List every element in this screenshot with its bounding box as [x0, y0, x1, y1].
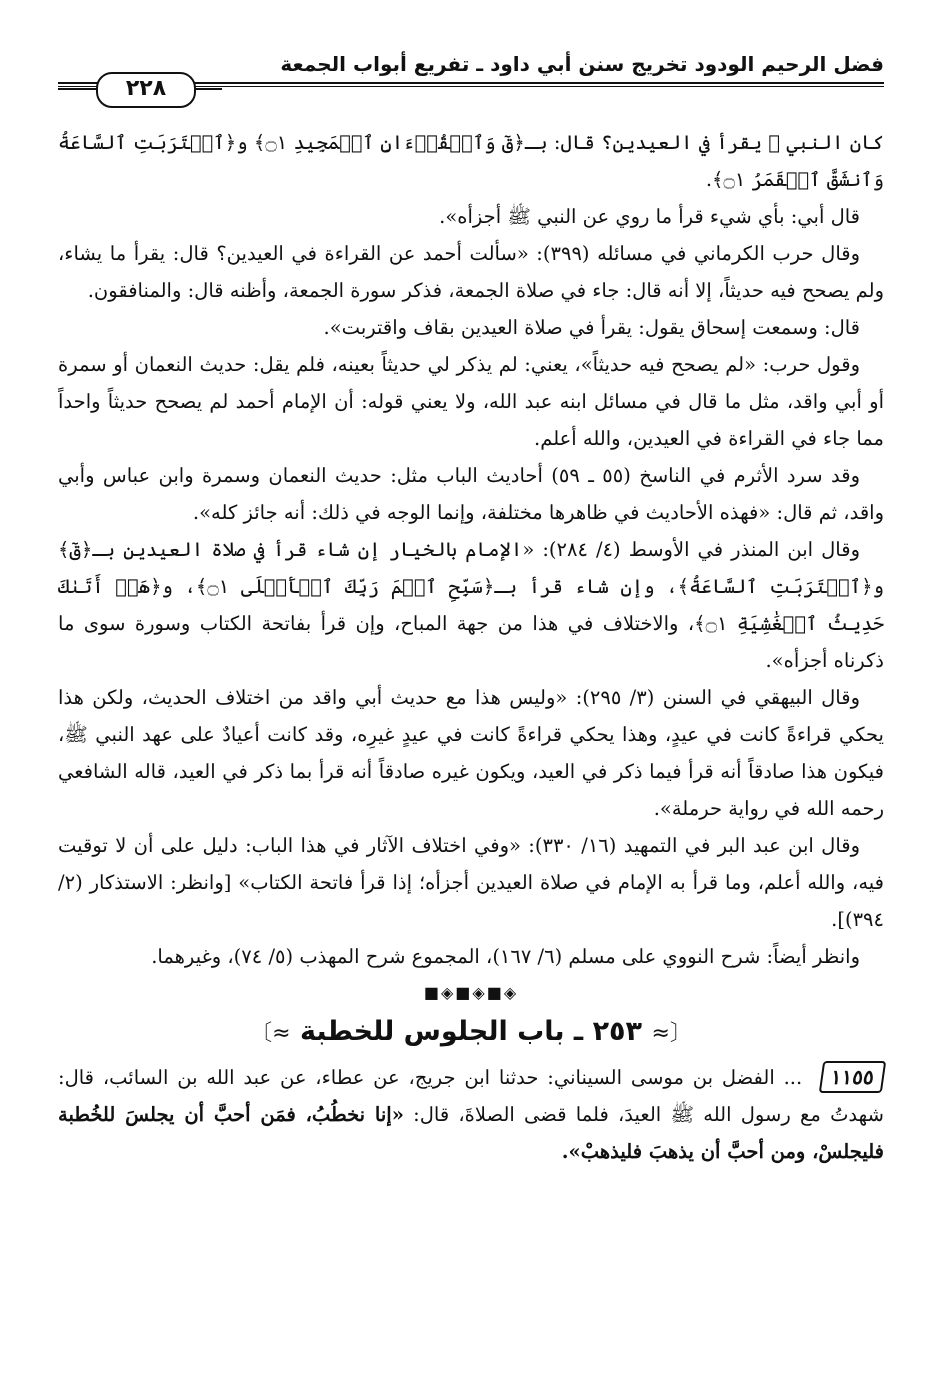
- body-text: [58, 124, 884, 1170]
- paragraph: كان النبي ﷺ يقرأ في العيدين؟ قال: بـ﴿قٓ وَٱلۡقُرۡءَانِ ٱلۡمَجِيدِ ۝١﴾ و﴿ٱقۡتَرَبَتِ ٱلسَّاعَةُ وَٱنشَقَّ ٱلۡقَمَرُ ۝١﴾.: [58, 131, 884, 191]
- paragraph: قال: وسمعت إسحاق يقول: يقرأ في صلاة العيدين بقاف واقتربت».: [323, 316, 860, 339]
- page-number: ٢٢٨: [96, 72, 196, 108]
- chapter-heading: [58, 1016, 884, 1047]
- paragraph: قال أبي: بأي شيء قرأ ما روي عن النبي ﷺ أجزأه».: [439, 205, 860, 228]
- page-number-line-left: [58, 88, 96, 90]
- ornament-right-icon: 〔≈: [651, 1021, 692, 1046]
- book-page: [58, 52, 884, 1372]
- hadith-text: ... الفضل بن موسى السيناني: حدثنا ابن جريج، عن عطاء، عن عبد الله بن السائب، قال: شهدتُ مع رسول الله ﷺ العيدَ، فلما قضى الصلاةَ، قال:: [58, 1066, 884, 1126]
- paragraph: وقول حرب: «لم يصحح فيه حديثاً»، يعني: لم يذكر لي حديثاً بعينه، فلم يقل: حديث النعمان أو سمرة أو أبي واقد، مثل ما قال في مسائل ابنه عبد الله، ولا يعني قوله: أن الإمام أحمد لم يصحح حديثاً واحداً مما جاء في القراءة في العيدين، والله أعلم.: [58, 353, 884, 450]
- hadith-number-badge: ١١٥٥: [819, 1061, 886, 1093]
- ornament-left-icon: ≈〕: [250, 1021, 291, 1046]
- page-number-line-right: [192, 88, 222, 90]
- paragraph: وقال البيهقي في السنن (٣/ ٢٩٥): «وليس هذا مع حديث أبي واقد من اختلاف الحديث، ولكن هذا يحكي قراءةً كانت في عيدٍ، وهذا يحكي قراءةً كانت في عيدٍ غيرِه، وقد كانت أعيادٌ على عهد النبي ﷺ، فيكون هذا صادقاً أنه قرأ فيما ذكر في العيد، ويكون غيره صادقاً أنه قرأ بما ذكر في العيد، قاله الشافعي رحمه الله في رواية حرملة».: [58, 686, 884, 820]
- paragraph: وقال ابن المنذر في الأوسط (٤/ ٢٨٤): «الإمام بالخيار إن شاء قرأ في صلاة العيدين بـ﴿قٓ﴾ و﴿ٱقۡتَرَبَتِ ٱلسَّاعَةُ﴾، وإن شاء قرأ بـ﴿سَبِّحِ ٱسۡمَ رَبِّكَ ٱلۡأَعۡلَى ۝١﴾، و﴿هَلۡ أَتَىٰكَ حَدِيثُ ٱلۡغَٰشِيَةِ ۝١﴾، والاختلاف في هذا من جهة المباح، وإن قرأ بفاتحة الكتاب وسورة سوى ما ذكرناه أجزأه».: [58, 538, 884, 672]
- paragraph: وقال حرب الكرماني في مسائله (٣٩٩): «سألت أحمد عن القراءة في العيدين؟ قال: يقرأ ما يشاء، ولم يصحح فيه حديثاً، إلا أنه قال: جاء في صلاة الجمعة، فذكر سورة الجمعة، وأظنه قال: والمنافقون.: [58, 242, 884, 302]
- running-title: فضل الرحيم الودود تخريج سنن أبي داود ـ تفريع أبواب الجمعة: [280, 52, 884, 76]
- hadith-quote: «إنا نخطُبُ، فمَن أحبَّ أن يجلسَ للخُطبة فليجلسْ، ومن أحبَّ أن يذهبَ فليذهبْ».: [58, 1103, 884, 1163]
- section-divider-ornament: ◈■◈■◈■: [423, 983, 519, 1002]
- chapter-title: ٢٥٣ ـ باب الجلوس للخطبة: [299, 1016, 643, 1047]
- hadith-paragraph: [58, 1059, 884, 1170]
- paragraph: وقد سرد الأثرم في الناسخ (٥٥ ـ ٥٩) أحاديث الباب مثل: حديث النعمان وسمرة وابن عباس وأبي واقد، ثم قال: «فهذه الأحاديث في ظاهرها مختلفة، وإنما الوجه في ذلك: أنه جائز كله».: [58, 464, 884, 524]
- paragraph: وقال ابن عبد البر في التمهيد (١٦/ ٣٣٠): «وفي اختلاف الآثار في هذا الباب: دليل على أن لا توقيت فيه، والله أعلم، وما قرأ به الإمام في صلاة العيدين أجزأه؛ إذا قرأ فاتحة الكتاب» [وانظر: الاستذكار (٢/ ٣٩٤)].: [58, 834, 884, 931]
- paragraph: وانظر أيضاً: شرح النووي على مسلم (٦/ ١٦٧)، المجموع شرح المهذب (٥/ ٧٤)، وغيرهما.: [151, 945, 860, 968]
